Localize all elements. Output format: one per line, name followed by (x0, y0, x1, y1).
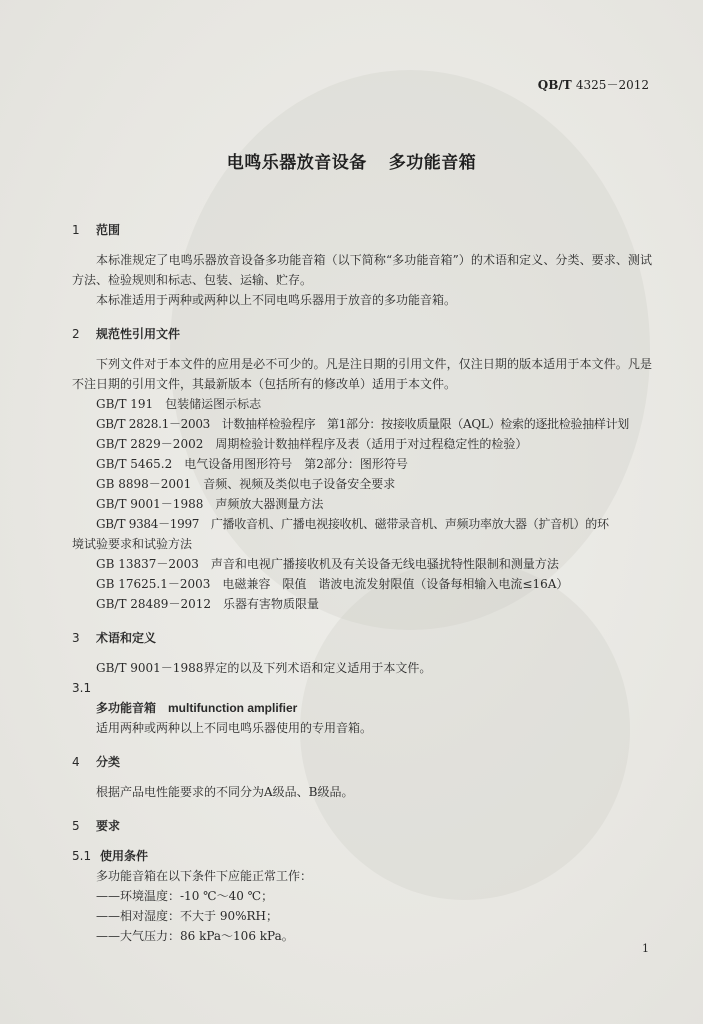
title-part1: 电鸣乐器放音设备 (226, 153, 367, 173)
section-heading-normative-references (72, 324, 652, 344)
term-entry (72, 698, 652, 718)
reference-item: GB/T 191 包装储运图示标志 (96, 397, 262, 411)
document-body (72, 220, 652, 946)
reference-item: GB/T 5465.2 电气设备用图形符号 第2部分：图形符号 (96, 457, 408, 471)
section-heading-scope (72, 220, 652, 240)
subsection-number-text: 3.1 (72, 681, 92, 695)
references-intro: 下列文件对于本文件的应用是必不可少的。凡是注日期的引用文件，仅注日期的版本适用于本文件。凡是不注日期的引用文件，其最新版本（包括所有的修改单）适用于本文件。 (72, 357, 652, 391)
section-heading-requirements (72, 816, 652, 836)
classification-paragraph: 根据产品电性能要求的不同分为A级品、B级品。 (96, 785, 354, 799)
section-heading-terms (72, 628, 652, 648)
section-heading-classification (72, 752, 652, 772)
section-title: 规范性引用文件 (96, 327, 181, 341)
condition-item: ——相对湿度：不大于 90%RH； (96, 909, 278, 923)
reference-item: GB/T 2829－2002 周期检验计数抽样程序及表（适用于对过程稳定性的检验） (96, 437, 528, 451)
reference-item: GB 17625.1－2003 电磁兼容 限值 谐波电流发射限值（设备每相输入电流≤16A） (96, 577, 569, 591)
scope-paragraph-2: 本标准适用于两种或两种以上不同电鸣乐器用于放音的多功能音箱。 (96, 293, 457, 307)
subsection-number-text: 5.1 (72, 849, 92, 863)
subsection-number (72, 678, 652, 698)
reference-item-continued: 境试验要求和试验方法 (72, 537, 193, 551)
section-title: 范围 (96, 223, 121, 237)
section-number: 4 (72, 755, 80, 769)
section-title: 要求 (96, 819, 121, 833)
scope-paragraph-1: 本标准规定了电鸣乐器放音设备多功能音箱（以下简称“多功能音箱”）的术语和定义、分类、要求、测试方法、检验规则和标志、包装、运输、贮存。 (72, 253, 652, 287)
term-chinese: 多功能音箱 (96, 701, 157, 715)
title-part2: 多功能音箱 (388, 153, 477, 173)
reference-item: GB/T 28489－2012 乐器有害物质限量 (96, 597, 319, 611)
condition-item: ——大气压力：86 kPa～106 kPa。 (96, 929, 294, 943)
section-number: 3 (72, 631, 80, 645)
subsection-title: 使用条件 (100, 849, 149, 863)
reference-item: GB 8898－2001 音频、视频及类似电子设备安全要求 (96, 477, 396, 491)
section-title: 术语和定义 (96, 631, 157, 645)
standard-code-year: 4325－2012 (575, 78, 649, 92)
section-number: 1 (72, 223, 80, 237)
section-title: 分类 (96, 755, 121, 769)
subsection-heading-conditions (72, 846, 652, 866)
reference-item: GB 13837－2003 声音和电视广播接收机及有关设备无线电骚扰特性限制和测量方法 (96, 557, 559, 571)
term-definition: 适用两种或两种以上不同电鸣乐器使用的专用音箱。 (96, 721, 373, 735)
reference-item: GB/T 2828.1－2003 计数抽样检验程序 第1部分：按接收质量限（AQL）检索的逐批检验抽样计划 (96, 417, 630, 431)
conditions-intro: 多功能音箱在以下条件下应能正常工作： (96, 869, 313, 883)
section-number: 5 (72, 819, 80, 833)
condition-item: ——环境温度：-10 ℃～40 ℃； (96, 889, 274, 903)
page-number: 1 (642, 942, 649, 955)
standard-code-prefix: QB/T (537, 78, 572, 92)
reference-item: GB/T 9001－1988 声频放大器测量方法 (96, 497, 324, 511)
reference-item: GB/T 9384－1997 广播收音机、广播电视接收机、磁带录音机、声频功率放大器（扩音机）的环 (96, 517, 609, 531)
section-number: 2 (72, 327, 80, 341)
term-english: multifunction amplifier (168, 701, 298, 715)
document-title (0, 148, 703, 173)
terms-intro: GB/T 9001－1988界定的以及下列术语和定义适用于本文件。 (96, 661, 432, 675)
standard-code (538, 76, 649, 93)
